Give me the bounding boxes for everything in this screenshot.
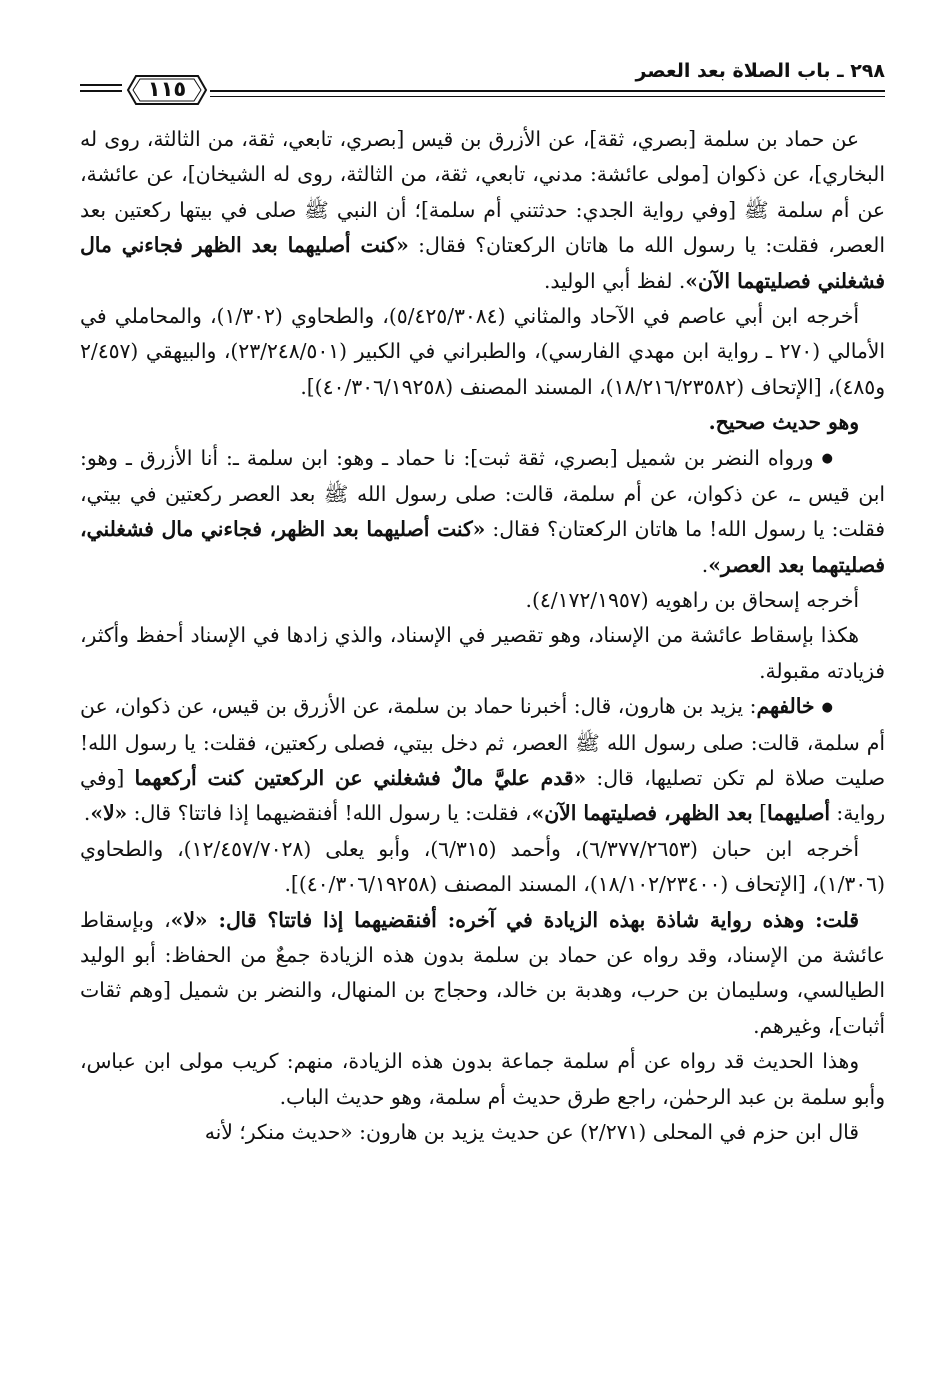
bold-text-segment: «كنت أصليهما بعد الظهر، فجاءني مال فشغلني، فصليتهما بعد العصر» xyxy=(80,517,885,577)
bold-text-segment: «لا» xyxy=(90,801,128,826)
paragraph-p10 xyxy=(80,1044,885,1115)
bold-text-segment: وهو حديث صحيح. xyxy=(708,410,859,435)
text-segment: أخرجه ابن أبي عاصم في الآحاد والمثاني (٥/٤٢٥/٣٠٨٤)، والطحاوي (١/٣٠٢)، والمحاملي في الأمالي (٢٧٠ ـ رواية ابن مهدي الفارسي)، والطبراني في الكبير (٢٣/٢٤٨/٥٠١)، والبيهقي (٢/٤٥٧ و٤٨٥)، [الإتحاف (١٨/٢١٦/٢٣٥٨٢)، المسند المصنف (٤٠/٣٠٦/١٩٢٥٨)]. xyxy=(80,304,886,399)
bullet-icon: ● xyxy=(821,451,833,467)
paragraph-p8 xyxy=(80,832,885,903)
paragraph-p6 xyxy=(80,618,885,689)
text-segment: : يزيد بن هارون، قال: أخبرنا حماد بن سلمة، عن الأزرق بن قيس، عن ذكوان، عن أم سلمة، قالت: صلى رسول الله ﷺ العصر، ثم دخل بيتي، فصلى ركعتين، فقلت: يا رسول الله! صليت صلاة لم تكن تصليها، قال: xyxy=(80,694,885,790)
header-rule-thick xyxy=(210,90,885,92)
text-segment: ، وبإسقاط عائشة من الإسناد، وقد رواه عن حماد بن سلمة بدون هذه الزيادة جمعٌ من الحفاظ: أبو الوليد الطيالسي، وسليمان بن حرب، وهدبة بن خالد، وحجاج بن المنهال، والنضر بن شميل [وهم ثقات أثبات]، وغيرهم. xyxy=(80,907,885,1038)
text-segment: هكذا بإسقاط عائشة من الإسناد، وهو تقصير في الإسناد، والذي زادها في الإسناد أحفظ وأكثر، فزيادته مقبولة. xyxy=(80,623,885,683)
bold-text-segment: قلت: وهذه رواية شاذة بهذه الزيادة في آخره: أفنقضيهما إذا فاتتا؟ قال: «لا» xyxy=(170,907,859,932)
bullet-icon: ● xyxy=(821,700,833,716)
paragraph-p2 xyxy=(80,299,885,405)
paragraph-p5 xyxy=(80,583,885,618)
text-segment: ، فقلت: يا رسول الله! أفنقضيهما إذا فاتتا؟ قال: xyxy=(127,801,532,826)
text-segment: . xyxy=(83,801,91,826)
text-segment: قال ابن حزم في المحلى (٢/٢٧١) عن حديث يزيد بن هارون: «حديث منكر؛ لأنه xyxy=(204,1119,859,1144)
text-segment: وهذا الحديث قد رواه عن أم سلمة جماعة بدون هذه الزيادة، منهم: كريب مولى ابن عباس، وأبو سلمة بن عبد الرحمٰن، راجع طرق حديث أم سلمة، وهو حديث الباب. xyxy=(80,1049,885,1109)
text-segment: أخرجه ابن حبان (٦/٣٧٧/٢٦٥٣)، وأحمد (٦/٣١٥)، وأبو يعلى (١٢/٤٥٧/٧٠٢٨)، والطحاوي (١/٣٠٦)، [الإتحاف (١٨/١٠٢/٢٣٤٠٠)، المسند المصنف (٤٠/٣٠٦/١٩٢٥٨)]. xyxy=(80,836,885,897)
bold-text-segment: أصليهما xyxy=(767,801,830,826)
text-segment: ورواه النضر بن شميل [بصري، ثقة ثبت]: نا حماد ـ وهو: ابن سلمة ـ: أنا الأزرق ـ وهو: ابن قيس ـ، عن ذكوان، عن أم سلمة، قالت: صلى رسول الله ﷺ بعد العصر ركعتين في بيتي، فقلت: يا رسول الله! ما هاتان الركعتان؟ فقال: xyxy=(80,445,885,542)
bold-text-segment: «قدم عليَّ مالٌ فشغلني عن الركعتين كنت أركعهما xyxy=(134,765,587,790)
bold-text-segment: خالفهم xyxy=(756,694,822,719)
paragraph-p3 xyxy=(80,405,885,440)
bold-text-segment: «كنت أصليهما بعد الظهر فجاءني مال فشغلني فصليتهما الآن» xyxy=(80,233,885,293)
body-text xyxy=(80,122,885,1150)
text-segment: [وفي رواية: xyxy=(80,765,885,826)
header-ornament-lines xyxy=(80,84,122,98)
page-number: ١١٥ xyxy=(147,77,187,101)
text-segment: ] xyxy=(752,801,768,826)
paragraph-p7 xyxy=(80,689,885,831)
text-segment: . لفظ أبي الوليد. xyxy=(543,268,686,293)
paragraph-p9 xyxy=(80,903,885,1045)
text-segment: . xyxy=(701,552,709,577)
paragraph-p4 xyxy=(80,441,885,583)
page-number-badge xyxy=(126,74,208,106)
paragraph-p1 xyxy=(80,122,885,299)
text-segment: عن حماد بن سلمة [بصري، ثقة]، عن الأزرق بن قيس [بصري، تابعي، ثقة، من الثالثة، روى له البخاري]، عن ذكوان [مولى عائشة: مدني، تابعي، ثقة، من الثالثة، روى له الشيخان]، عن عائشة، عن أم سلمة ﷺ [وفي رواية الجدي: حدثتني أم سلمة]؛ أن النبي ﷺ صلى في بيتها ركعتين بعد العصر، فقلت: يا رسول الله ما هاتان الركعتان؟ فقال: xyxy=(80,127,886,258)
running-head: ٢٩٨ ـ باب الصلاة بعد العصر xyxy=(635,60,885,82)
bold-text-segment: بعد الظهر، فصليتهما الآن» xyxy=(531,801,753,826)
paragraph-p11 xyxy=(80,1115,885,1150)
text-segment: أخرجه إسحاق بن راهويه (٤/١٧٢/١٩٥٧). xyxy=(525,588,859,613)
header-rule-thin xyxy=(210,96,885,97)
page-header xyxy=(80,52,885,112)
